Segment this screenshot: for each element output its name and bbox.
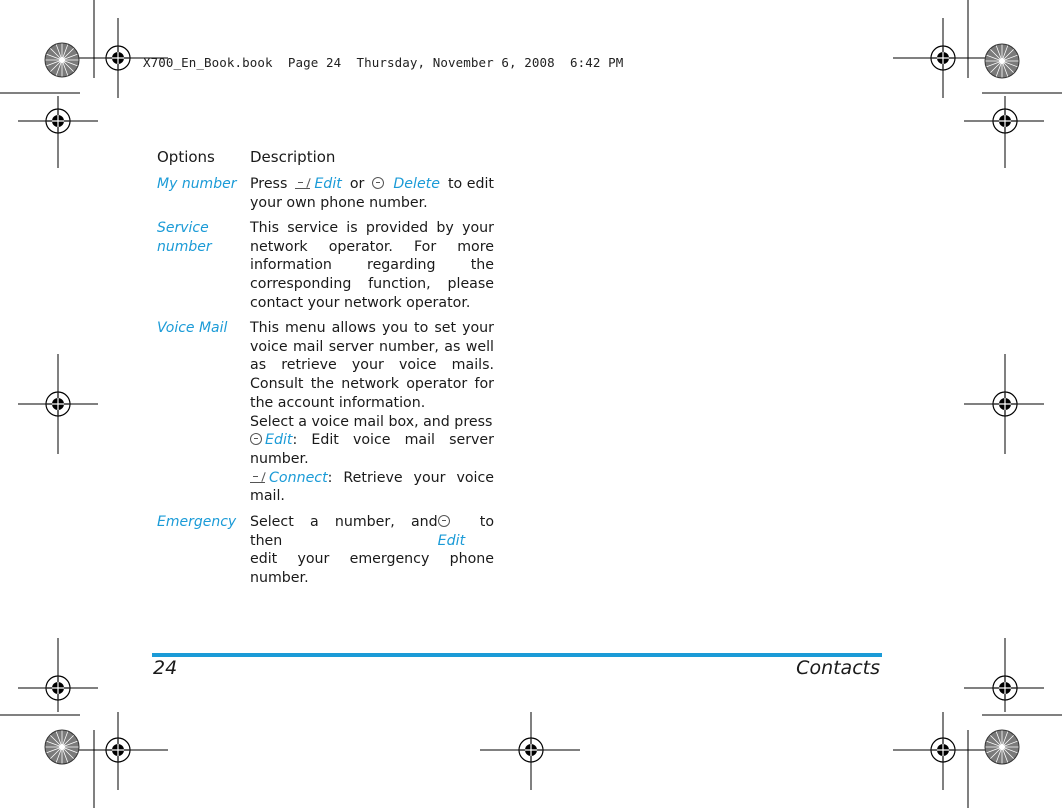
description-voice-mail: This menu allows you to set your voice mail server number, as well as retrieve your voice mails. Consult the network operator for the account information. Select a voice mail box, and press Edit: Edit voice mail server number. Connect: Retrieve your voice mail. <box>250 320 494 505</box>
option-service-number: Service number <box>157 220 212 255</box>
section-title: Contacts <box>796 657 880 679</box>
description-emergency: Select a number, and then Edit to edit your emergency phone number. <box>250 514 494 587</box>
option-voice-mail: Voice Mail <box>157 320 228 336</box>
ok-key-icon <box>250 433 262 445</box>
ok-key-icon <box>372 177 384 189</box>
description-my-number: Press Edit or Delete to edit your own phone number. <box>250 176 494 211</box>
left-softkey-icon <box>295 177 310 189</box>
ok-key-icon <box>438 515 450 527</box>
left-softkey-icon <box>250 471 265 483</box>
description-service-number: This service is provided by your network operator. For more information regarding the corresponding function, please contact your network operator. <box>250 220 494 311</box>
option-emergency: Emergency <box>157 514 237 530</box>
option-my-number: My number <box>157 176 237 192</box>
column-header-options: Options <box>157 148 215 166</box>
footer-rule <box>152 653 882 657</box>
page-number: 24 <box>153 657 178 679</box>
column-header-description: Description <box>250 148 336 166</box>
print-slug-header: X700_En_Book.book Page 24 Thursday, November 6, 2008 6:42 PM <box>143 55 624 70</box>
